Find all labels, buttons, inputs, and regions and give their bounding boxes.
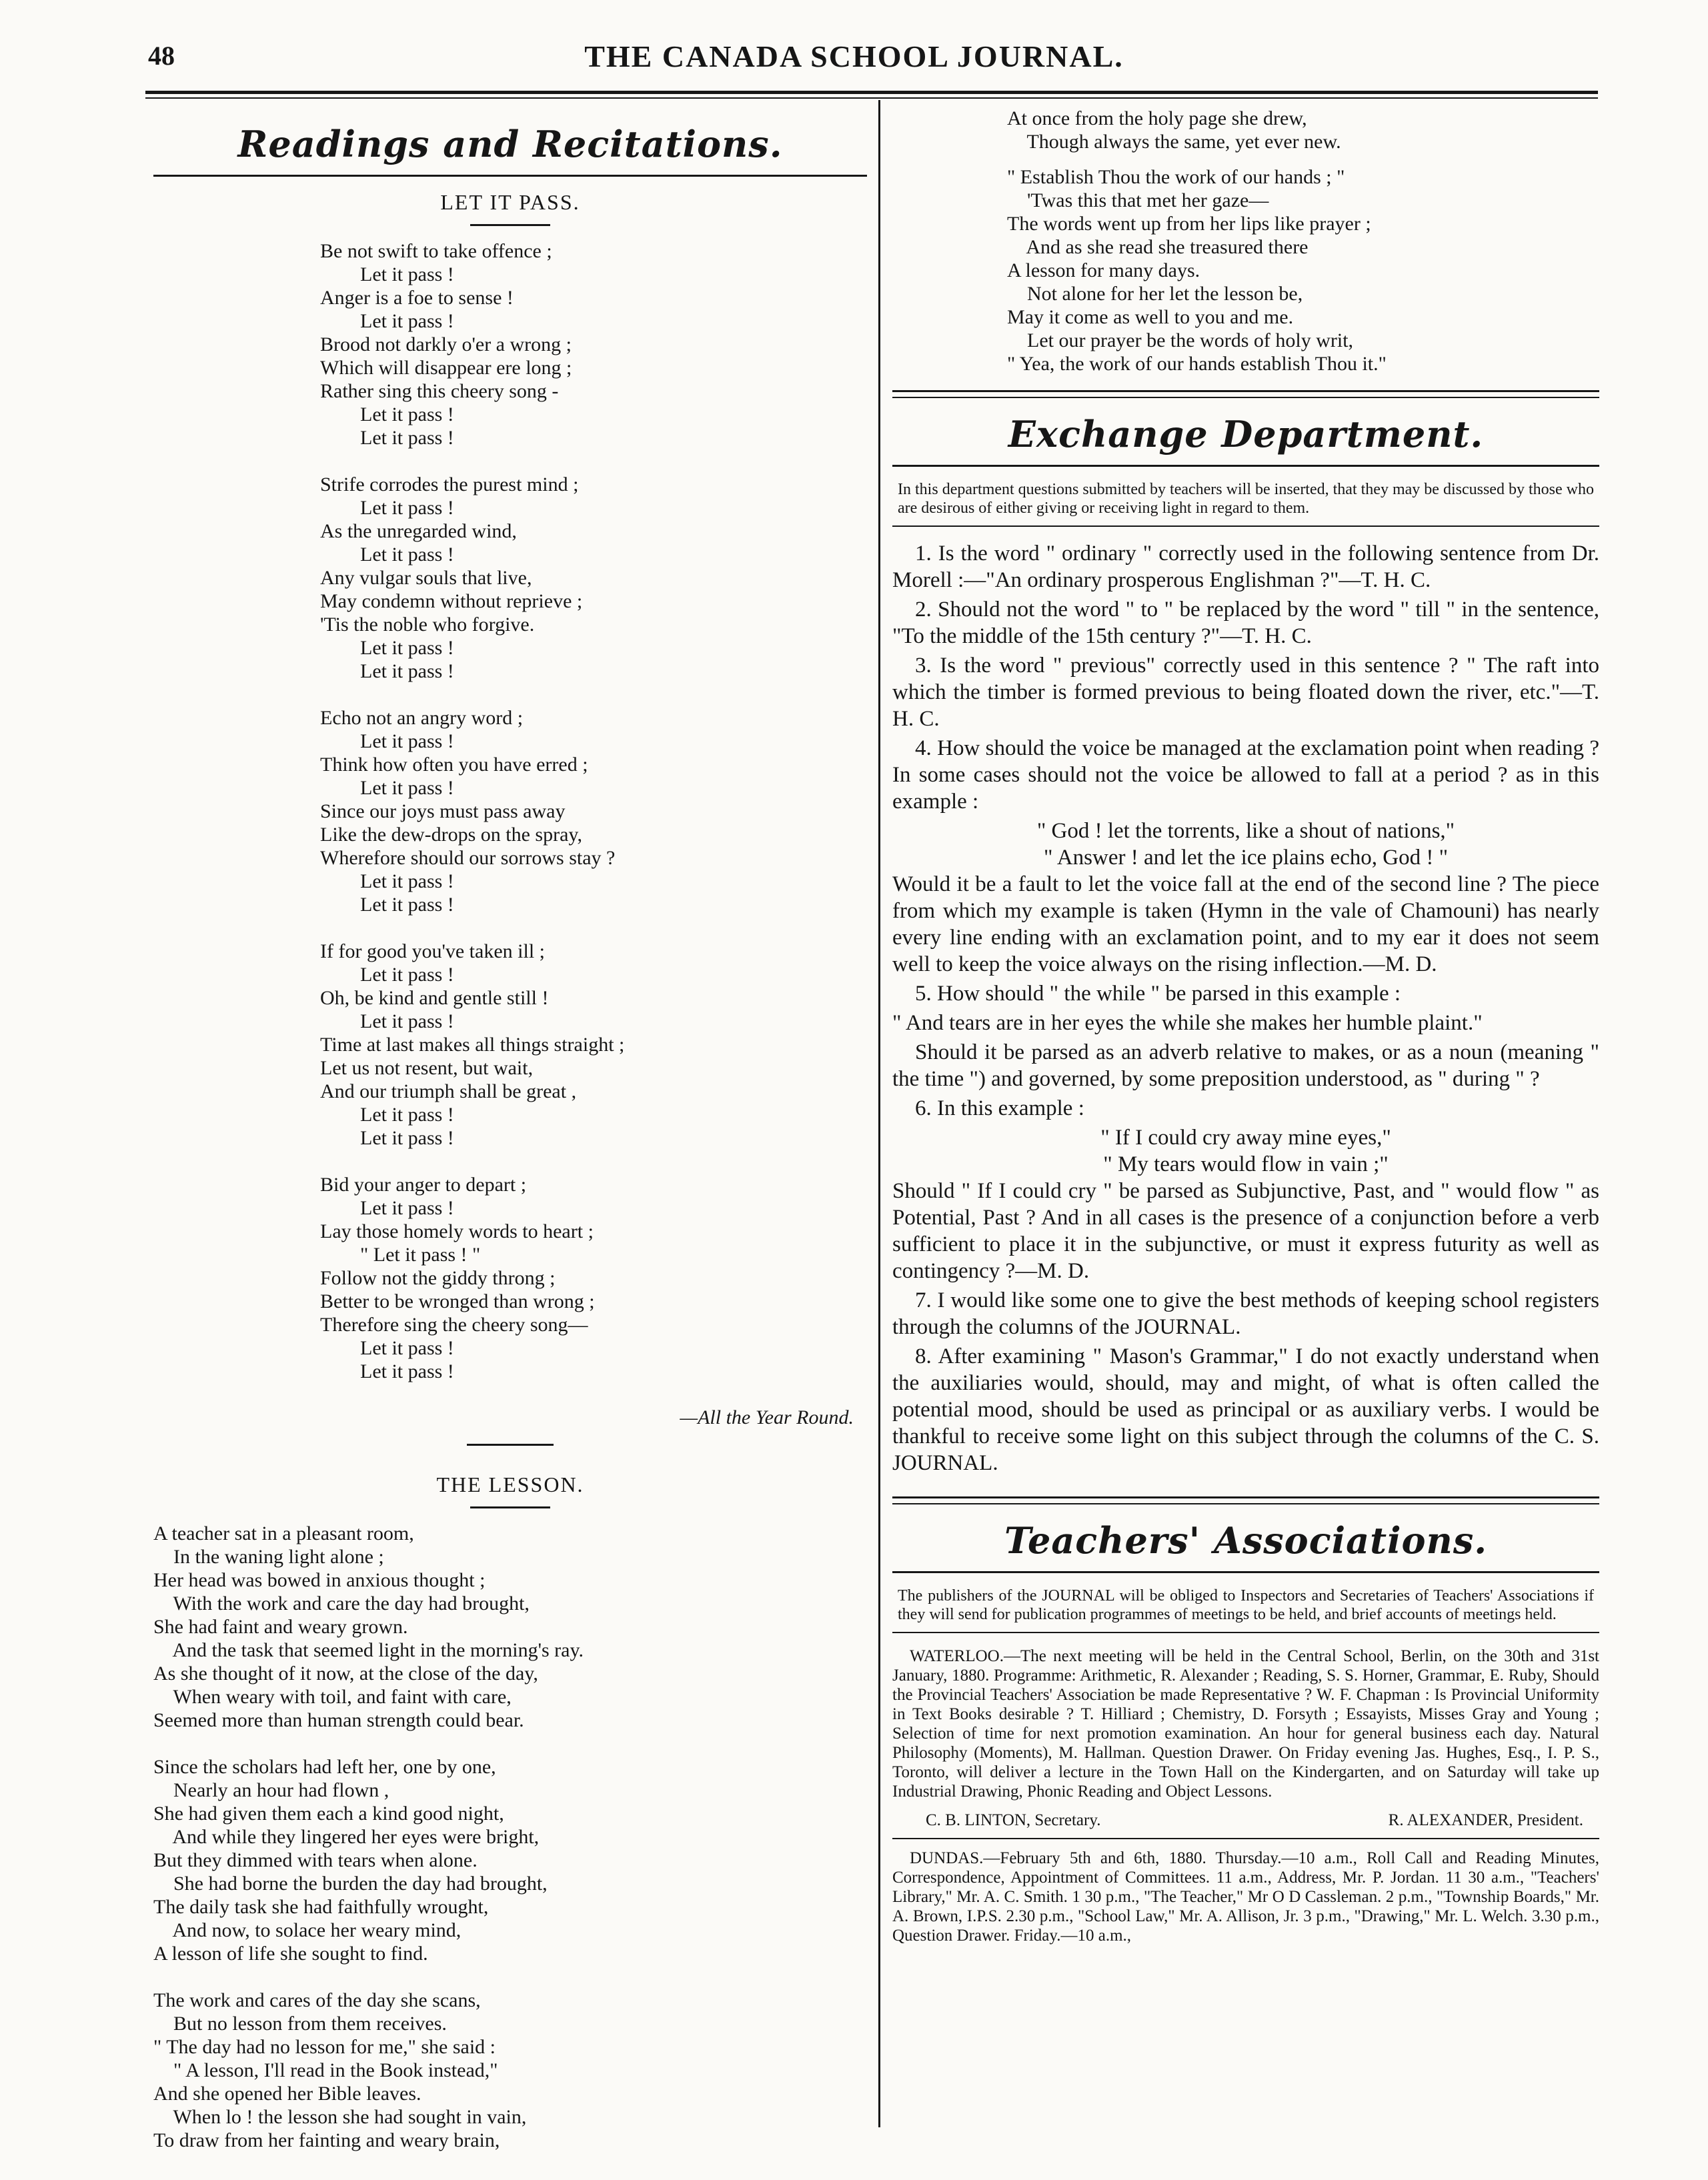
question-2: 2. Should not the word " to " be replaced by the word " till " in the sentence, "To the middle of the 15th century ?"—T. H. C. [892, 598, 1599, 648]
section-rule [892, 1496, 1599, 1504]
poem-line: With the work and care the day had brought, [153, 1592, 530, 1614]
poem-line: Bid your anger to depart ; [320, 1174, 527, 1196]
poem-line: At once from the holy page she drew, [1007, 107, 1307, 129]
poem-line: Let it pass ! [320, 660, 454, 682]
poem-line: And the task that seemed light in the morning's ray. [153, 1639, 584, 1661]
section-heading-associations: Teachers' Associations. [1004, 1519, 1488, 1562]
poem-line: She had borne the burden the day had brought, [153, 1873, 548, 1895]
question-1: 1. Is the word " ordinary " correctly used in the following sentence from Dr. Morell :—"An ordinary prosperous Englishman ?"—T. H. C. [892, 541, 1599, 592]
poem-let-it-pass [320, 239, 867, 1383]
question-4-continued: Would it be a fault to let the voice fall at the end of the second line ? The piece from which my example is taken (Hymn in the vale of Chamouni) has nearly every line ending with an exclamation point, and to my ear it does not seem well to keep the voice always on the rising inflection.—M. D. [892, 872, 1599, 976]
stanza [153, 1989, 867, 2152]
stanza [320, 473, 867, 683]
question-6-continued: Should " If I could cry " be parsed as Subjunctive, Past, and " would flow " as Potential, Past ? And in all cases is the presence of a conjunction before a verb sufficient to place it in the subjunctive, or must it express futurity as well as contingency ?—M. D. [892, 1179, 1599, 1283]
poem-line: Let it pass ! [320, 1360, 454, 1382]
poem-line: But no lesson from them receives. [153, 2013, 447, 2035]
signature-secretary: C. B. LINTON, Secretary. [926, 1811, 1101, 1829]
stanza [153, 1755, 867, 1965]
poem-line: Be not swift to take offence ; [320, 240, 552, 262]
left-column [153, 107, 867, 2175]
poem-line: Let it pass ! [320, 543, 454, 566]
exchange-questions [892, 540, 1599, 1476]
page-number: 48 [148, 41, 175, 71]
header-rule-thin [145, 97, 1598, 99]
notice-signatures [892, 1811, 1599, 1830]
poem-the-lesson-continued [1007, 107, 1599, 375]
poem-line: " Establish Thou the work of our hands ; " [1007, 166, 1345, 188]
quote-line: " Answer ! and let the ice plains echo, God ! " [1043, 846, 1449, 870]
poem-line: " Let it pass ! " [320, 1244, 481, 1266]
poem-line: She had given them each a kind good night, [153, 1803, 504, 1825]
poem-line: Let it pass ! [320, 637, 454, 659]
poem-line: Oh, be kind and gentle still ! [320, 987, 549, 1009]
question-8: 8. After examining " Mason's Grammar," I do not exactly understand when the auxiliaries would, should, may and might, of what is often called the potential mood, should be used as principal or as auxiliary verbs. I would be thankful to receive some light on this subject through the columns of the C. S. JOURNAL. [892, 1344, 1599, 1475]
signature-president: R. ALEXANDER, President. [1388, 1811, 1583, 1829]
header-rule [145, 91, 1598, 94]
associations-notices [892, 1647, 1599, 1945]
poem-line: Echo not an angry word ; [320, 707, 524, 729]
question-5-continued: Should it be parsed as an adverb relative to makes, or as a noun (meaning " the time ") and governed, by some preposition understood, as " during " ? [892, 1040, 1599, 1091]
poem-line: Her head was bowed in anxious thought ; [153, 1569, 486, 1591]
poem-line: Let it pass ! [320, 870, 454, 892]
poem-line: And now, to solace her weary mind, [153, 1919, 462, 1941]
notice-dundas: DUNDAS.—February 5th and 6th, 1880. Thursday.—10 a.m., Roll Call and Reading Minutes, Correspondence, Appointment of Committees. 11 a.m., Address, Mr. P. Jordan. 11 30 a.m., "Teachers' Library," Mr. A. C. Smith. 1 30 p.m., "The Teacher," Mr O D Cassleman. 2 p.m., "Township Boards," Mr. A. Brown, I.P.S. 2.30 p.m., "School Law," Mr. A. Allison, Jr. 3 p.m., "Drawing," Mr. L. Welch. 3.30 p.m., Question Drawer. Friday.—10 a.m., [892, 1849, 1599, 1945]
intro-rule [892, 1632, 1599, 1633]
poem-line: Let it pass ! [320, 497, 454, 519]
poem-line: And while they lingered her eyes were bright, [153, 1826, 540, 1848]
heading-rule [892, 1571, 1599, 1573]
poem-the-lesson [153, 1522, 867, 2152]
poem-line: Though always the same, yet ever new. [1007, 131, 1341, 153]
question-7: 7. I would like some one to give the best methods of keeping school registers through the columns of the JOURNAL. [892, 1288, 1599, 1339]
poem-line: Let our prayer be the words of holy writ, [1007, 329, 1354, 351]
poem-line: " A lesson, I'll read in the Book instead," [153, 2059, 498, 2081]
poem-line [1007, 153, 1599, 165]
section-heading-readings: Readings and Recitations. [237, 123, 783, 165]
poem-line: But they dimmed with tears when alone. [153, 1849, 478, 1871]
poem-line: " Yea, the work of our hands establish Thou it." [1007, 353, 1387, 375]
poem-line: The words went up from her lips like prayer ; [1007, 213, 1371, 235]
quote-line: " And tears are in her eyes the while she makes her humble plaint." [892, 1011, 1483, 1035]
poem-line: Seemed more than human strength could bear. [153, 1709, 524, 1731]
question-5: 5. How should " the while " be parsed in this example : [915, 982, 1401, 1006]
column-divider [878, 100, 880, 2127]
stanza [320, 940, 867, 1150]
poem-line: Let it pass ! [320, 427, 454, 449]
section-rule [892, 390, 1599, 398]
poem-line: " The day had no lesson for me," she said : [153, 2036, 496, 2058]
quote-line: " My tears would flow in vain ;" [1103, 1152, 1389, 1176]
poem-title-let-it-pass: LET IT PASS. [440, 190, 580, 214]
page-header [0, 35, 1708, 81]
poem-line: Let it pass ! [320, 730, 454, 752]
poem-line: Let it pass ! [320, 263, 454, 285]
poem-line: Since the scholars had left her, one by one, [153, 1756, 496, 1778]
section-heading-exchange: Exchange Department. [1008, 413, 1484, 455]
question-6: 6. In this example : [915, 1096, 1084, 1120]
poem-line: Brood not darkly o'er a wrong ; [320, 333, 572, 355]
poem-line: May condemn without reprieve ; [320, 590, 583, 612]
poem-line: Follow not the giddy throng ; [320, 1267, 556, 1289]
question-4: 4. How should the voice be managed at the exclamation point when reading ? In some cases should not the voice be allowed to fall at a period ? as in this example : [892, 736, 1599, 814]
stanza [153, 1522, 867, 1732]
poem-line: If for good you've taken ill ; [320, 940, 545, 962]
title-rule [470, 224, 550, 226]
poem-line: May it come as well to you and me. [1007, 306, 1294, 328]
poem-line: Which will disappear ere long ; [320, 357, 572, 379]
poem-title-the-lesson: THE LESSON. [436, 1472, 584, 1496]
poem-line: The daily task she had faithfully wrought, [153, 1896, 489, 1918]
poem-line: A lesson for many days. [1007, 259, 1200, 281]
section-rule [467, 1444, 554, 1446]
heading-rule [153, 175, 867, 177]
poem-line: Better to be wronged than wrong ; [320, 1290, 595, 1312]
poem-line: In the waning light alone ; [153, 1546, 384, 1568]
quote-line: " If I could cry away mine eyes," [1100, 1126, 1391, 1150]
heading-rule [892, 465, 1599, 467]
stanza [320, 706, 867, 916]
poem-line: Let it pass ! [320, 777, 454, 799]
poem-line: Not alone for her let the lesson be, [1007, 283, 1303, 305]
poem-line: Think how often you have erred ; [320, 754, 588, 776]
stanza [320, 1173, 867, 1383]
poem-line: 'Twas this that met her gaze— [1007, 189, 1269, 211]
poem-line: Let it pass ! [320, 894, 454, 916]
poem-line: Let it pass ! [320, 1197, 454, 1219]
poem-line: Let it pass ! [320, 1010, 454, 1032]
quote-line: " God ! let the torrents, like a shout of nations," [1036, 819, 1455, 843]
poem-line: Time at last makes all things straight ; [320, 1034, 625, 1056]
poem-line: Therefore sing the cheery song— [320, 1314, 588, 1336]
poem-line: Let it pass ! [320, 1127, 454, 1149]
poem-line: 'Tis the noble who forgive. [320, 614, 535, 636]
poem-line: When lo ! the lesson she had sought in vain, [153, 2106, 527, 2128]
poem-line: A teacher sat in a pleasant room, [153, 1522, 414, 1544]
poem-line: The work and cares of the day she scans, [153, 1989, 481, 2011]
associations-intro: The publishers of the JOURNAL will be obliged to Inspectors and Secretaries of Teachers' Associations if they will send for publication programmes of meetings to be held, and brief accounts of meetings held. [898, 1587, 1594, 1623]
poem-line: She had faint and weary grown. [153, 1616, 408, 1638]
poem-line: Since our joys must pass away [320, 800, 566, 822]
poem-line: To draw from her fainting and weary brain, [153, 2129, 500, 2151]
poem-line: Wherefore should our sorrows stay ? [320, 847, 616, 869]
poem-line: Any vulgar souls that live, [320, 567, 532, 589]
question-3: 3. Is the word " previous" correctly used in this sentence ? " The raft into which the timber is formed previous to being floated down the river, etc."—T. H. C. [892, 654, 1599, 731]
poem-line: Lay those homely words to heart ; [320, 1220, 594, 1242]
poem-line: As the unregarded wind, [320, 520, 517, 542]
stanza [320, 239, 867, 449]
notice-rule [892, 1838, 1599, 1839]
journal-title: THE CANADA SCHOOL JOURNAL. [584, 39, 1124, 73]
poem-attribution: —All the Year Round. [680, 1406, 854, 1428]
poem-line: Let it pass ! [320, 1104, 454, 1126]
poem-line: Like the dew-drops on the spray, [320, 824, 582, 846]
poem-line: Let it pass ! [320, 1337, 454, 1359]
poem-line: And our triumph shall be great , [320, 1080, 577, 1102]
poem-line: Anger is a foe to sense ! [320, 287, 514, 309]
right-column [892, 107, 1599, 1955]
poem-line: Let it pass ! [320, 964, 454, 986]
notice-waterloo: WATERLOO.—The next meeting will be held in the Central School, Berlin, on the 30th and 31st January, 1880. Programme: Arithmetic, R. Alexander ; Reading, S. S. Horner, Grammar, E. Ruby, Should the Provincial Teachers' Association be made Representative ? W. F. Chapman : Is Provincial Uniformity in Text Books desirable ? T. Hilliard ; Chemistry, D. Forsyth ; Essayists, Misses Gray and Young ; Selection of time for next promotion examination. An hour for general business each day. Natural Philosophy (Moments), M. Hallman. Question Drawer. On Friday evening Jas. Hughes, Esq., I. P. S., Toronto, will deliver a lecture in the Town Hall on the Kindergarten, and on Saturday will take up Industrial Drawing, Phonic Reading and Object Lessons. [892, 1647, 1599, 1801]
title-rule [470, 1506, 550, 1508]
poem-line: Let it pass ! [320, 403, 454, 425]
poem-line: And as she read she treasured there [1007, 236, 1309, 258]
poem-line: A lesson of life she sought to find. [153, 1943, 428, 1965]
poem-line: And she opened her Bible leaves. [153, 2083, 421, 2105]
poem-line: As she thought of it now, at the close of the day, [153, 1663, 538, 1685]
exchange-intro: In this department questions submitted by teachers will be inserted, that they may be discussed by those who are desirous of either giving or receiving light in regard to them. [898, 481, 1594, 517]
poem-line: Strife corrodes the purest mind ; [320, 473, 579, 495]
intro-rule [892, 525, 1599, 527]
poem-line: When weary with toil, and faint with care, [153, 1686, 512, 1708]
poem-line: Rather sing this cheery song - [320, 380, 559, 402]
poem-line: Nearly an hour had flown , [153, 1779, 389, 1801]
poem-line: Let it pass ! [320, 310, 454, 332]
poem-line: Let us not resent, but wait, [320, 1057, 534, 1079]
